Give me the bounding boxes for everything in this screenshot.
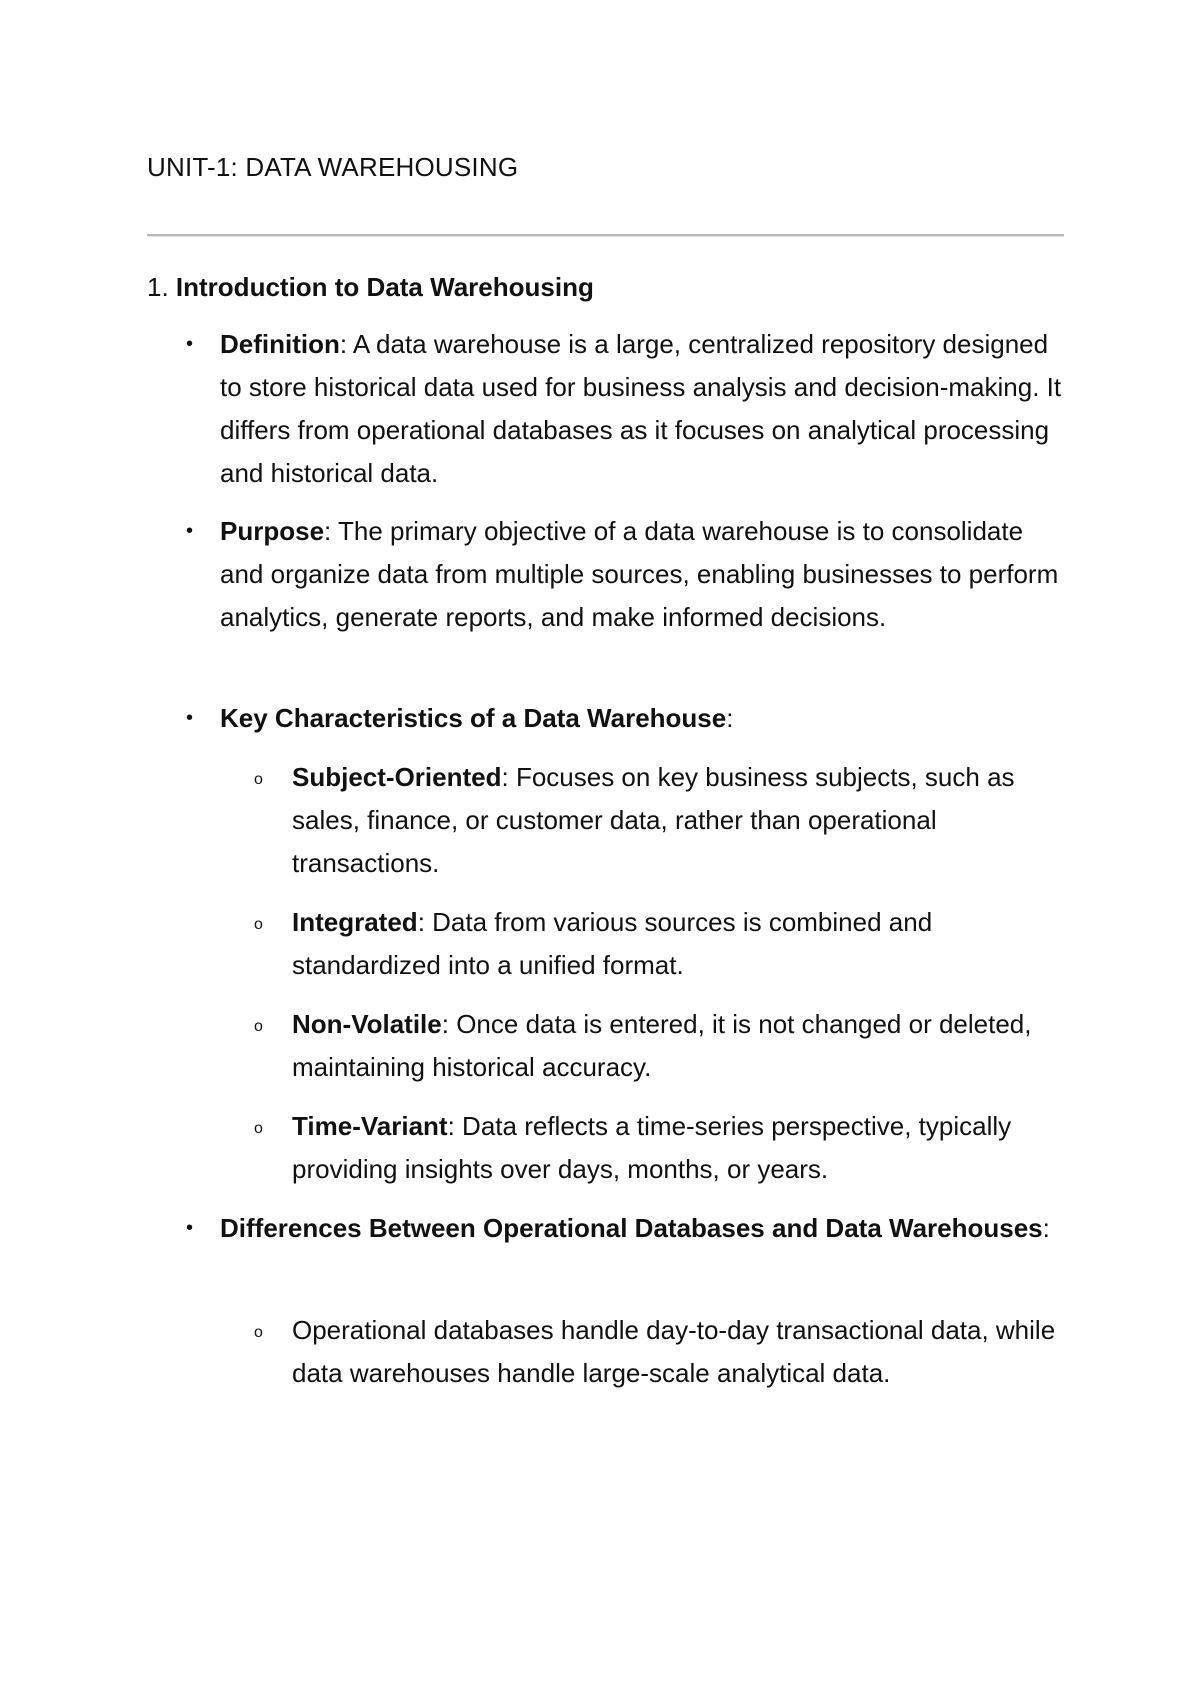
term-separator: :	[324, 516, 332, 546]
bullet-icon: •	[186, 1217, 194, 1239]
circle-bullet-icon: o	[254, 1324, 263, 1341]
term-purpose: Purpose	[220, 516, 325, 546]
term-separator: :	[447, 1111, 455, 1141]
circle-bullet-icon: o	[254, 916, 263, 933]
term-differences: Differences Between Operational Databases and Data Warehouses	[220, 1213, 1043, 1243]
definition-text: A data warehouse is a large, centralized repository designed to store historical data used for business analysis and decision-making. It differs from operational databases as it focuses on analytical processing and historical data.	[220, 329, 1062, 488]
term-separator: :	[726, 703, 734, 733]
list-item-key-characteristics	[186, 697, 1070, 740]
non-volatile-text: Once data is entered, it is not changed or deleted, maintaining historical accuracy.	[292, 1009, 1032, 1082]
circle-bullet-icon: o	[254, 1018, 263, 1035]
term-separator: :	[417, 907, 425, 937]
integrated-text: Data from various sources is combined and standardized into a unified format.	[292, 907, 933, 980]
section-heading	[147, 270, 594, 304]
term-separator: :	[1042, 1213, 1050, 1243]
list-item-differences	[186, 1207, 1070, 1250]
horizontal-rule	[147, 234, 1064, 237]
sub-item-non-volatile	[254, 1003, 1072, 1089]
purpose-text: The primary objective of a data warehouse is to consolidate and organize data from multiple sources, enabling businesses to perform analytics, generate reports, and make informed decisions.	[220, 516, 1059, 632]
sub-item-time-variant	[254, 1105, 1072, 1191]
sub-item-integrated	[254, 901, 1072, 987]
subject-oriented-text: Focuses on key business subjects, such as sales, finance, or customer data, rather than operational transactions.	[292, 762, 1015, 878]
term-non-volatile: Non-Volatile	[292, 1009, 442, 1039]
term-separator: :	[501, 762, 509, 792]
section-number: 1.	[147, 272, 169, 302]
list-item-purpose	[186, 510, 1070, 639]
term-integrated: Integrated	[292, 907, 418, 937]
list-item-definition	[186, 323, 1070, 495]
bullet-icon: •	[186, 520, 194, 542]
circle-bullet-icon: o	[254, 771, 263, 788]
term-key-characteristics: Key Characteristics of a Data Warehouse	[220, 703, 727, 733]
operational-databases-text: Operational databases handle day-to-day transactional data, while data warehouses handle large-scale analytical data.	[292, 1315, 1056, 1388]
sub-item-subject-oriented	[254, 756, 1072, 885]
bullet-icon: •	[186, 333, 194, 355]
term-separator: :	[441, 1009, 449, 1039]
bullet-icon: •	[186, 707, 194, 729]
time-variant-text: Data reflects a time-series perspective, typically providing insights over days, months, or years.	[292, 1111, 1012, 1184]
term-separator: :	[339, 329, 348, 359]
sub-item-operational-databases	[254, 1309, 1072, 1395]
unit-title: UNIT-1: DATA WAREHOUSING	[147, 152, 519, 182]
section-heading-text: Introduction to Data Warehousing	[175, 272, 594, 302]
term-definition: Definition	[220, 329, 340, 359]
term-time-variant: Time-Variant	[292, 1111, 448, 1141]
term-subject-oriented: Subject-Oriented	[292, 762, 502, 792]
circle-bullet-icon: o	[254, 1120, 263, 1137]
